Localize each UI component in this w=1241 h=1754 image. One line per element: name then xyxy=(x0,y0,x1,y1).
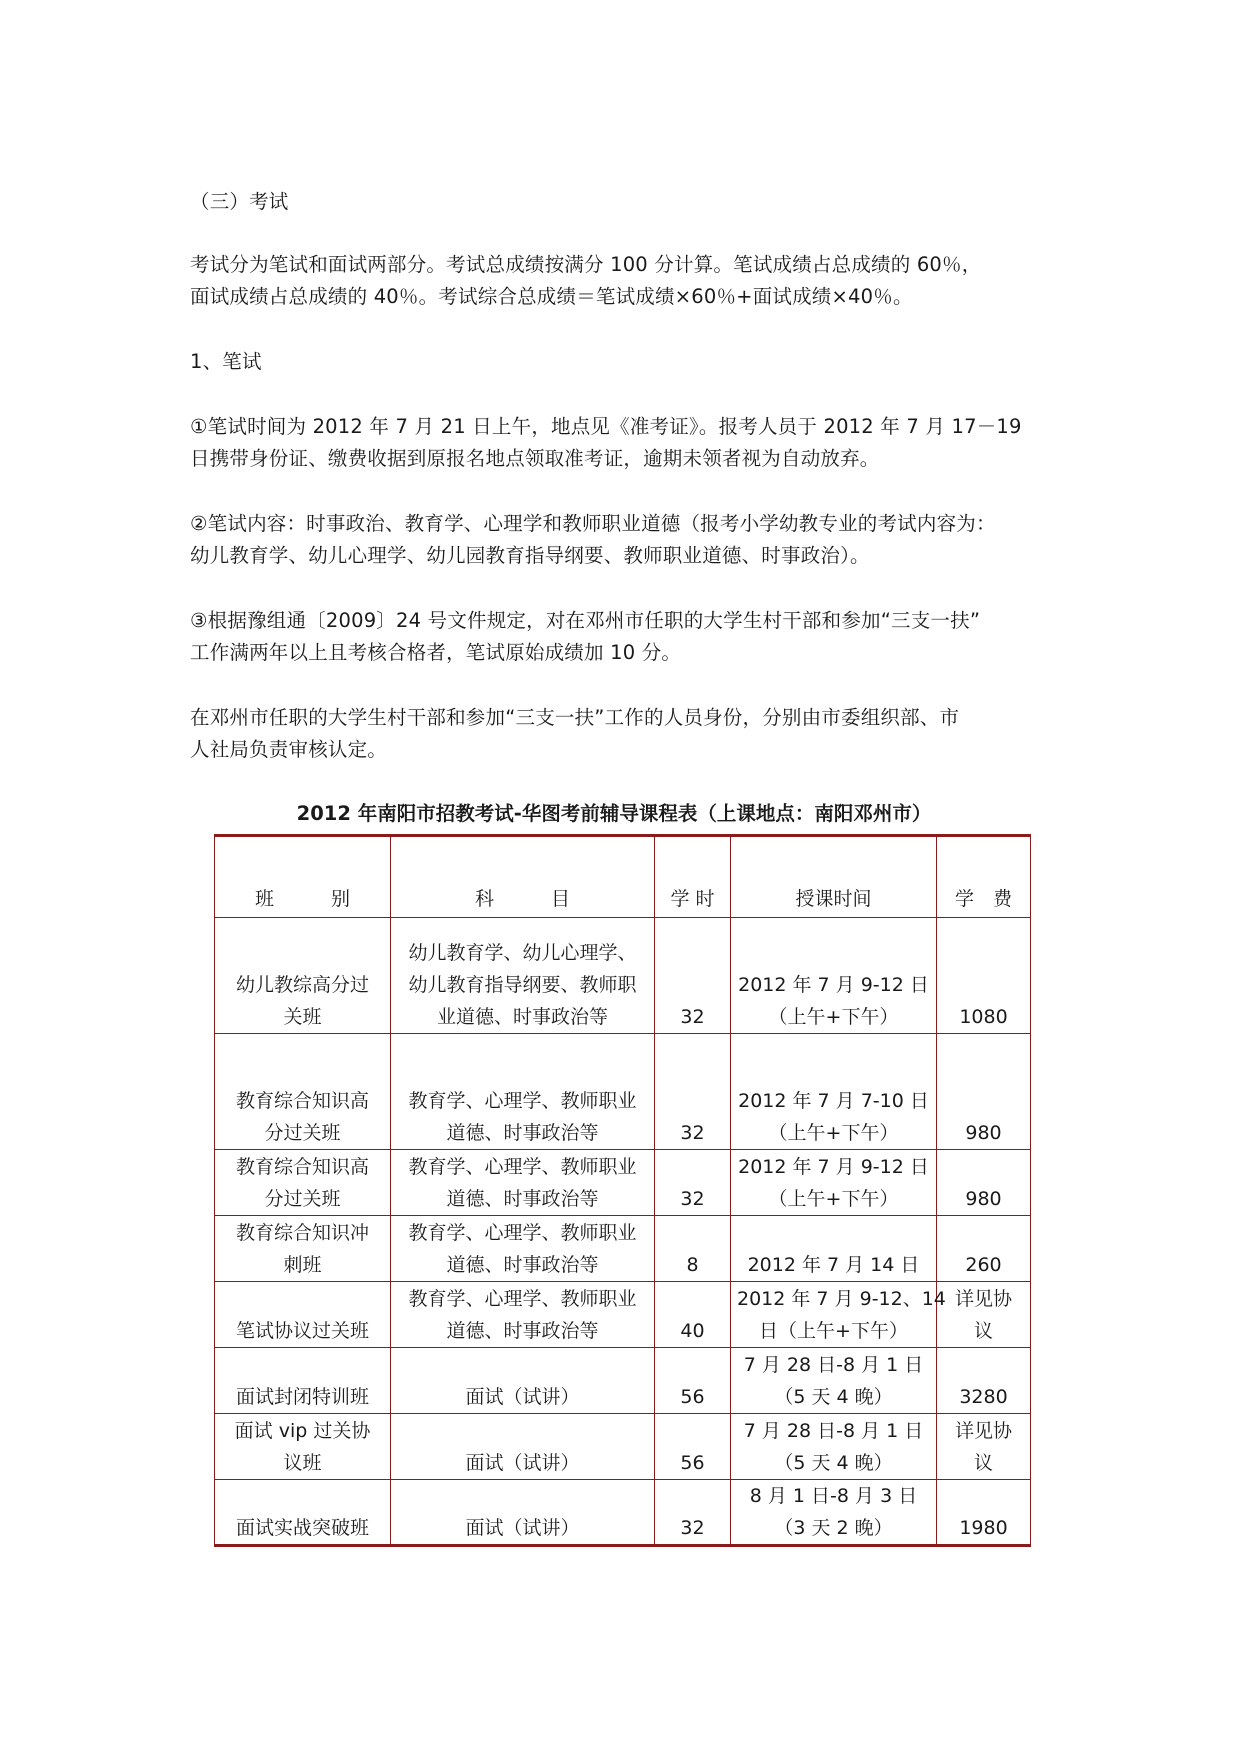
cell-time xyxy=(731,1034,937,1150)
header-subject: 科 目 xyxy=(391,836,655,918)
table-row xyxy=(215,1480,1031,1546)
exam-paragraph: 考试分为笔试和面试两部分。考试总成绩按满分 100 分计算。笔试成绩占总成绩的 60％， 面试成绩占总成绩的 40％。考试综合总成绩＝笔试成绩×60％+面试成绩×40％。 xyxy=(190,253,982,308)
course-schedule-table xyxy=(214,834,1031,1547)
section-heading: （三）考试 xyxy=(190,190,289,213)
cell-time-text: （5 天 4 晚） xyxy=(774,1452,893,1474)
cell-hours-text: 40 xyxy=(680,1320,705,1342)
table-row xyxy=(215,1216,1031,1282)
cell-class xyxy=(215,1348,391,1414)
cell-subject-text: 业道德、时事政治等 xyxy=(436,1006,608,1028)
cell-subject xyxy=(391,1034,655,1150)
table-row xyxy=(215,1150,1031,1216)
cell-hours-text: 56 xyxy=(680,1452,705,1474)
cell-subject xyxy=(391,1480,655,1546)
cell-hours xyxy=(655,918,731,1034)
cell-hours-text: 32 xyxy=(680,1517,705,1539)
cell-fee-text: 260 xyxy=(965,1254,1002,1276)
cell-hours xyxy=(655,1348,731,1414)
cell-class-text: 面试 vip 过关协 xyxy=(234,1420,371,1442)
cell-time-text: 7 月 28 日-8 月 1 日 xyxy=(743,1420,924,1442)
cell-fee xyxy=(937,1414,1031,1480)
cell-class-text: 教育综合知识高 xyxy=(235,1090,369,1112)
cell-time-text: 2012 年 7 月 9-12 日 xyxy=(738,974,929,996)
cell-time-text: 7 月 28 日-8 月 1 日 xyxy=(743,1354,924,1376)
cell-fee-text: 议 xyxy=(973,1452,993,1474)
cell-subject-text: 面试（试讲） xyxy=(465,1517,580,1539)
cell-time-text: （上午+下午） xyxy=(768,1188,899,1210)
cell-time xyxy=(731,1348,937,1414)
table-title: 2012 年南阳市招教考试-华图考前辅导课程表（上课地点：南阳邓州市） xyxy=(296,802,932,825)
cell-time-text: 2012 年 7 月 9-12 日 xyxy=(738,1156,929,1178)
table-body xyxy=(215,918,1031,1546)
cell-class-text: 分过关班 xyxy=(264,1122,341,1144)
cell-class xyxy=(215,1034,391,1150)
cell-fee xyxy=(937,918,1031,1034)
cell-hours-text: 32 xyxy=(680,1122,705,1144)
table-row xyxy=(215,1414,1031,1480)
cell-subject xyxy=(391,1150,655,1216)
cell-class-text: 幼儿教综高分过 xyxy=(235,974,369,996)
identity-paragraph: 在邓州市任职的大学生村干部和参加“三支一扶”工作的人员身份，分别由市委组织部、市 人社局负责审核认定。 xyxy=(190,706,960,761)
cell-time-text: 日（上午+下午） xyxy=(759,1320,908,1342)
cell-class-text: 议班 xyxy=(283,1452,322,1474)
table-row xyxy=(215,1034,1031,1150)
cell-class-text: 分过关班 xyxy=(264,1188,341,1210)
cell-hours xyxy=(655,1414,731,1480)
cell-class-text: 面试实战突破班 xyxy=(235,1517,369,1539)
cell-fee xyxy=(937,1150,1031,1216)
cell-time xyxy=(731,918,937,1034)
cell-fee-text: 3280 xyxy=(959,1386,1008,1408)
cell-subject-text: 教育学、心理学、教师职业 xyxy=(408,1288,637,1310)
cell-subject-text: 教育学、心理学、教师职业 xyxy=(408,1156,637,1178)
cell-subject-text: 幼儿教育指导纲要、教师职 xyxy=(408,974,637,996)
cell-class-text: 教育综合知识冲 xyxy=(235,1222,369,1244)
cell-fee-text: 980 xyxy=(965,1122,1002,1144)
cell-time xyxy=(731,1216,937,1282)
cell-fee-text: 议 xyxy=(973,1320,993,1342)
cell-fee-text: 详见协 xyxy=(954,1420,1012,1442)
cell-fee-text: 1080 xyxy=(959,1006,1008,1028)
cell-class-text: 刺班 xyxy=(283,1254,322,1276)
cell-subject-text: 道德、时事政治等 xyxy=(446,1254,599,1276)
cell-time-text: 2012 年 7 月 7-10 日 xyxy=(738,1090,929,1112)
cell-fee xyxy=(937,1216,1031,1282)
cell-fee-text: 详见协 xyxy=(954,1288,1012,1310)
cell-subject-text: 道德、时事政治等 xyxy=(446,1122,599,1144)
item-2-paragraph: ②笔试内容：时事政治、教育学、心理学和教师职业道德（报考小学幼教专业的考试内容为： 幼儿教育学、幼儿心理学、幼儿园教育指导纲要、教师职业道德、时事政治）。 xyxy=(190,512,996,567)
cell-time xyxy=(731,1414,937,1480)
cell-class xyxy=(215,1216,391,1282)
cell-hours-text: 32 xyxy=(680,1188,705,1210)
cell-fee xyxy=(937,1034,1031,1150)
header-hours: 学 时 xyxy=(655,836,731,918)
cell-class xyxy=(215,918,391,1034)
cell-hours xyxy=(655,1216,731,1282)
cell-subject xyxy=(391,1216,655,1282)
written-exam-heading: 1、笔试 xyxy=(190,350,262,373)
cell-class xyxy=(215,1282,391,1348)
cell-hours xyxy=(655,1150,731,1216)
cell-fee xyxy=(937,1282,1031,1348)
table-header-row xyxy=(215,836,1031,918)
header-class: 班 别 xyxy=(215,836,391,918)
cell-class xyxy=(215,1150,391,1216)
cell-time-text: （5 天 4 晚） xyxy=(774,1386,893,1408)
cell-hours xyxy=(655,1480,731,1546)
cell-time-text: （上午+下午） xyxy=(768,1122,899,1144)
cell-fee-text: 980 xyxy=(965,1188,1002,1210)
cell-subject-text: 道德、时事政治等 xyxy=(446,1320,599,1342)
cell-class-text: 教育综合知识高 xyxy=(235,1156,369,1178)
cell-subject xyxy=(391,918,655,1034)
cell-time xyxy=(731,1480,937,1546)
item-1-paragraph: ①笔试时间为 2012 年 7 月 21 日上午，地点见《准考证》。报考人员于 2012 年 7 月 17－19 日携带身份证、缴费收据到原报名地点领取准考证，逾期未领者视为自动放弃。 xyxy=(190,415,1022,470)
cell-time-text: （3 天 2 晚） xyxy=(774,1517,893,1539)
cell-hours xyxy=(655,1034,731,1150)
cell-class xyxy=(215,1414,391,1480)
cell-time-text: 2012 年 7 月 14 日 xyxy=(747,1254,920,1276)
cell-hours xyxy=(655,1282,731,1348)
header-time: 授课时间 xyxy=(731,836,937,918)
item-3-paragraph: ③根据豫组通〔2009〕24 号文件规定，对在邓州市任职的大学生村干部和参加“三支一扶” 工作满两年以上且考核合格者，笔试原始成绩加 10 分。 xyxy=(190,609,981,664)
cell-hours-text: 8 xyxy=(686,1254,699,1276)
table-row xyxy=(215,1348,1031,1414)
cell-fee xyxy=(937,1348,1031,1414)
cell-class-text: 笔试协议过关班 xyxy=(235,1320,369,1342)
cell-class-text: 面试封闭特训班 xyxy=(235,1386,369,1408)
cell-subject xyxy=(391,1414,655,1480)
cell-subject-text: 面试（试讲） xyxy=(465,1452,580,1474)
cell-time-text: （上午+下午） xyxy=(768,1006,899,1028)
cell-subject-text: 面试（试讲） xyxy=(465,1386,580,1408)
cell-time xyxy=(731,1282,946,1348)
header-fee: 学 费 xyxy=(937,836,1031,918)
cell-hours-text: 56 xyxy=(680,1386,705,1408)
cell-class xyxy=(215,1480,391,1546)
cell-subject xyxy=(391,1282,655,1348)
cell-subject-text: 幼儿教育学、幼儿心理学、 xyxy=(408,942,637,964)
table-row xyxy=(215,918,1031,1034)
cell-fee-text: 1980 xyxy=(959,1517,1008,1539)
table-row xyxy=(215,1282,1031,1348)
cell-subject-text: 教育学、心理学、教师职业 xyxy=(408,1222,637,1244)
cell-time xyxy=(731,1150,937,1216)
cell-fee xyxy=(937,1480,1031,1546)
cell-subject-text: 道德、时事政治等 xyxy=(446,1188,599,1210)
cell-class-text: 关班 xyxy=(283,1006,322,1028)
cell-time-text: 2012 年 7 月 9-12、14 xyxy=(737,1288,946,1310)
cell-hours-text: 32 xyxy=(680,1006,705,1028)
cell-time-text: 8 月 1 日-8 月 3 日 xyxy=(749,1485,918,1507)
cell-subject xyxy=(391,1348,655,1414)
cell-subject-text: 教育学、心理学、教师职业 xyxy=(408,1090,637,1112)
